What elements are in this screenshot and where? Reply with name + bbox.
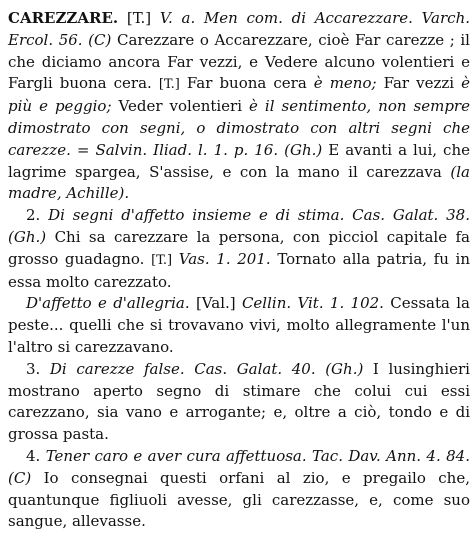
definition: V. a. Men com. di Accarezzare. (159, 9, 413, 27)
tag-t: [T.] (126, 9, 152, 27)
entry-main (8, 8, 470, 205)
quotation: Carezzare o Accarezzare, cioè Far carezze ; il che diciamo ancora Far vezzi, e Vedere alcuno volentieri e Fargli buona cera. (8, 30, 470, 93)
term: Far vezzi (383, 74, 455, 93)
citation: Varch. Ercol. 56. (C) (8, 9, 470, 49)
quotation: Tornato alla patria, fu in essa molto carezzato. (8, 249, 470, 291)
tag-t: [T.] (151, 252, 173, 268)
quotation: Cessata la peste... quelli che si trovavano vivi, molto allegramente l'un l'altro si carezzavano. (8, 294, 470, 356)
sense-2 (8, 205, 470, 293)
definition: Tener caro e aver cura affettuosa. (45, 446, 307, 465)
definition: D'affetto e d'allegria. (26, 294, 190, 313)
term: Veder volentieri (118, 97, 243, 116)
dictionary-entry (8, 8, 470, 533)
citation: Vas. 1. 201. (178, 249, 271, 268)
quotation: Chi sa carezzare la persona, con picciol capitale fa grosso guadagno. (8, 227, 470, 268)
sense-number: 4. (26, 446, 41, 465)
sense-2-sub (8, 293, 470, 358)
citation: Cas. Galat. 38. (Gh.) (8, 206, 470, 246)
citation: Cellin. Vit. 1. 102. (241, 294, 384, 313)
gloss: (la madre, Achille). (8, 162, 470, 203)
definition: Di carezze false. (49, 359, 185, 378)
gloss: è più e peggio; (8, 74, 470, 116)
gloss: è il sentimento, non sempre dimostrato con segni, o dimostrato con altri segni che carezze. = (8, 97, 470, 159)
sense-3 (8, 359, 470, 446)
citation: Salvin. Iliad. l. 1. p. 16. (Gh.) (95, 140, 323, 159)
sense-4 (8, 446, 470, 533)
quotation: I lusinghieri mostrano aperto segno di stimare che colui cui essi carezzano, sia vano e arrogante; e, oltre a ciò, tondo e di grossa pasta. (8, 359, 470, 444)
sense-number: 3. (26, 359, 41, 378)
term: Far buona cera (186, 74, 307, 93)
citation: Tac. Dav. Ann. 4. 84. (C) (8, 446, 470, 487)
tag-t: [T.] (158, 77, 180, 93)
gloss: è meno; (313, 74, 377, 93)
definition: Di segni d'affetto insieme e di stima. (48, 206, 345, 225)
citation: Cas. Galat. 40. (Gh.) (194, 359, 364, 378)
sense-number: 2. (26, 206, 41, 225)
quotation: E avanti a lui, che lagrime spargea, S'assise, e con la mano il carezzava (8, 140, 470, 181)
tag-val: [Val.] (195, 294, 236, 313)
quotation: Io consegnai questi orfani al zio, e pregailo che, quantunque figliuoli avesse, gli carezzasse, e, come suo sangue, allevasse. (8, 468, 470, 531)
headword: CAREZZARE. (8, 9, 119, 27)
